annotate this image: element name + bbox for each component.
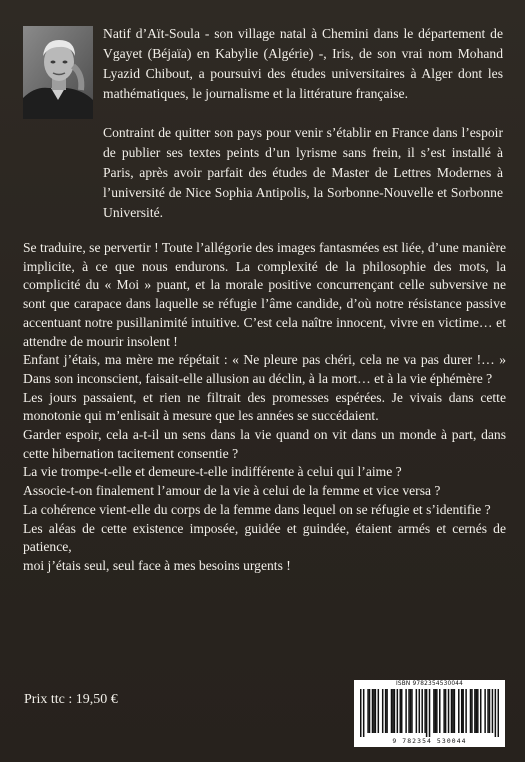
barcode-bar [360,689,362,737]
author-portrait-image [23,26,93,119]
excerpt-paragraph: moi j’étais seul, seul face à mes besoins urgents ! [23,557,291,573]
barcode-bar [435,689,437,733]
barcode-bar [477,689,479,733]
barcode-bar [405,689,407,733]
barcode-bar [474,689,476,733]
excerpt-paragraph: Garder espoir, cela a-t-il un sens dans la vie quand on vit dans un monde à part, dans cette hibernation tacitement consentie ? [23,427,506,461]
barcode-bar [367,689,369,733]
barcode-bar [401,689,403,733]
barcode-bar [394,689,396,733]
barcode-bars [360,689,499,737]
excerpt-paragraph: La vie trompe-t-elle et demeure-t-elle indifférente à celui qui l’aime ? [23,464,402,480]
excerpt-paragraph: Se traduire, se pervertir ! Toute l’allégorie des images fantasmées est liée, d’une manière implicite, à ce que nous endurons. La complexité de la philosophie des mots, la complicité du « Moi » puant, et la morale positive concurrençant celle subversive ne sont que carapace dans laquelle se réfugie l’âme candide, d’où notre résistance passive accentuant notre pusillanimité intuitive. C’est cela naître innocent, vivre en victime… et attendre de mourir insolent ! [23,240,506,349]
barcode-bar [454,689,456,733]
barcode-bar [421,689,423,733]
barcode-bar [372,689,374,733]
barcode-bar [436,689,438,733]
barcode-bar [411,689,413,733]
excerpt-paragraph: Enfant j’étais, ma mère me répétait : « Ne pleure pas chéri, cela ne va pas durer !… » Dans son inconscient, faisait-elle allusion au déclin, à la mort… et à la vie éphémère ? [23,352,506,386]
barcode-bar [448,689,450,733]
barcode-bar [416,689,418,733]
barcode-digits: 9 782354 530044 [392,737,467,745]
book-excerpt [23,239,506,576]
barcode-bar [408,689,410,733]
barcode-bar [426,689,428,737]
barcode-bar [382,689,384,733]
barcode-bar [465,689,467,733]
barcode-bar [369,689,371,733]
price-label: Prix ttc : 19,50 € [24,692,118,707]
barcode-bar [489,689,491,733]
barcode-bar [452,689,454,733]
bio-paragraph: Natif d’Aït-Soula - son village natal à Chemini dans le département de Vgayet (Béjaïa) en Kabylie (Algérie) -, Iris, de son vrai nom Mohand Lyazid Chibout, a poursuivi des études universitaires à Alger dont les mathématiques, le journalisme et la littérature française. [103,26,503,101]
barcode-bar [391,689,393,733]
author-biography [103,24,503,243]
barcode-bar [375,689,377,733]
barcode-bar [424,689,426,733]
barcode-bar [373,689,375,733]
barcode-bar [495,689,497,737]
barcode-bar [461,689,463,733]
excerpt-paragraph: Les jours passaient, et rien ne filtrait des promesses espérées. Je vivais dans cette monotonie qui m’enlisait à mesure que les années se succédaient. [23,389,506,424]
excerpt-paragraph: Les aléas de cette existence imposée, guidée et guindée, étaient armés et cernés de patience, [23,520,506,555]
barcode-bar [400,689,402,733]
barcode-bar [439,689,441,733]
author-photo [23,26,93,119]
barcode-bar [471,689,473,733]
excerpt-paragraph: La cohérence vient-elle du corps de la femme dans lequel on se réfugie et s’identifie ? [23,501,491,517]
barcode-bar [443,689,445,733]
barcode-bar [378,689,380,733]
barcode-bar [480,689,482,733]
isbn-barcode [354,680,505,747]
barcode-bar [410,689,412,733]
barcode-bar [451,689,453,733]
barcode-bar [445,689,447,733]
bio-paragraph: Contraint de quitter son pays pour venir s’établir en France dans l’espoir de publier ses textes peints d’un lyrisme sans frein, il s’est installé à Paris, après avoir parfait des études de Master de Lettres Modernes à l’université de Nice Sophia Antipolis, la Sorbonne-Nouvelle et Sorbonne Université. [103,125,503,220]
barcode-bar [429,689,431,737]
barcode-bar [385,689,387,733]
barcode-bar [498,689,499,737]
barcode-bar [492,689,494,733]
barcode-bar [476,689,478,733]
barcode-bar [433,689,435,733]
barcode-bar [487,689,489,733]
barcode-bar [484,689,486,733]
barcode-bar [397,689,399,733]
barcode-bar [462,689,464,733]
barcode-bar [419,689,421,733]
barcode-bar [458,689,460,733]
excerpt-paragraph: Associe-t-on finalement l’amour de la vie à celui de la femme et vice versa ? [23,483,441,499]
barcode-bar [392,689,394,733]
barcode-bar [470,689,472,733]
barcode-bar [386,689,388,733]
barcode-bar [363,689,365,737]
isbn-label: ISBN 9782354530044 [395,681,464,687]
